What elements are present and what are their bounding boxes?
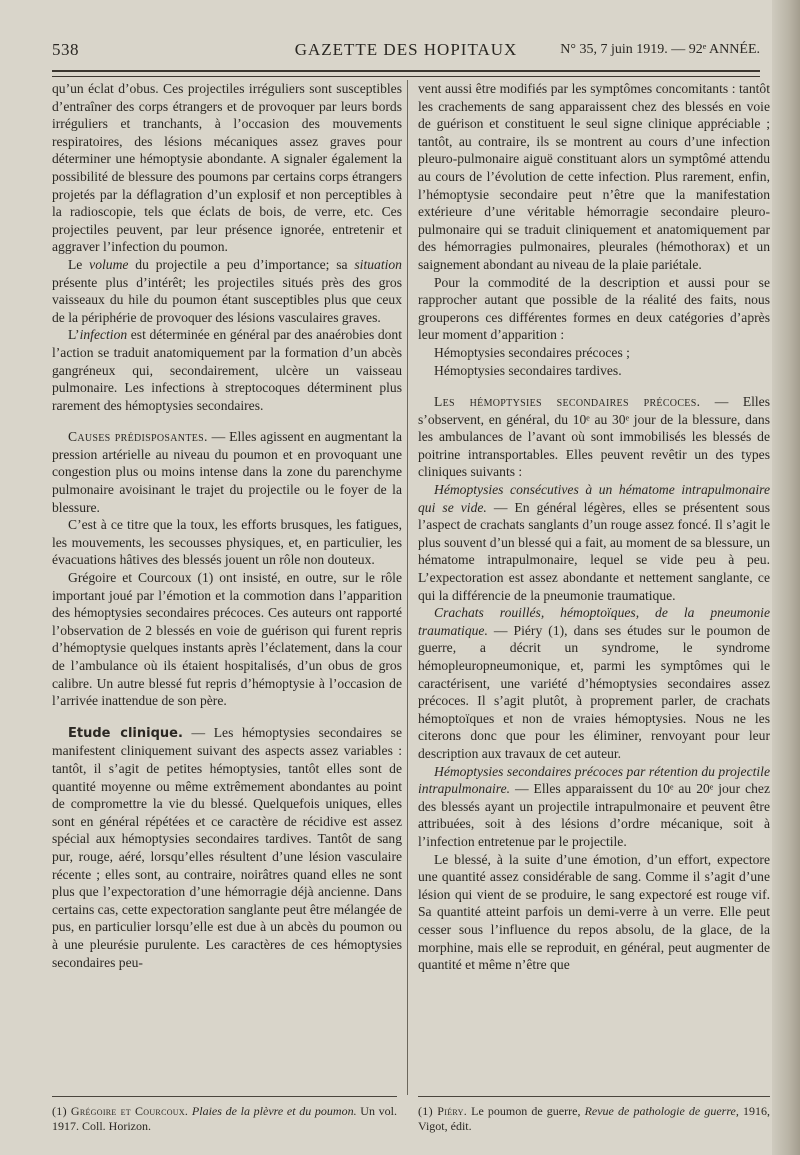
paragraph-gap xyxy=(52,414,402,428)
text-run: est déterminée en général par des anaérobies dont l’action se traduit anatomiquement par la formation d’un abcès gangréneux qui, secondairement, ulcère un vaisseau pulmonaire. Les infections à streptocoques déterminent plus rarement des hémoptysies secondaires. xyxy=(52,327,402,413)
list-item-tardives: Hémoptysies secondaires tardives. xyxy=(434,362,622,378)
text-run: — Les hémoptysies secondaires se manifestent cliniquement suivant des aspects assez variables : tantôt, il s’agit de petites hémoptysies, tantôt elles sont de quantité moyenne ou même extrêmement abondantes au point de compromettre la vie du blessé. Quelquefois uniques, elles sont en général répétées et ce caractère de récidive est assez spécial aux hémoptysies secondaires tardives. Tantôt de sang pur, rouge, aéré, lorsqu’elles résultent d’une lésion vasculaire récente ; elles sont, au contraire, noirâtres quand elles ne sont plus que l’expectoration d’une hémorragie déjà ancienne. Dans certains cas, cette expectoration sanglante peut être mélangée de pus, en particulier lorsqu’elle est due à un abcès du poumon ou à une pleurésie purulente. Les caractères de ces hémoptysies secondaires peu- xyxy=(52,724,402,970)
footnote-rule-right xyxy=(418,1096,770,1097)
section-heading-precoces: Les hémoptysies secondaires précoces. xyxy=(434,394,701,410)
column-divider xyxy=(407,80,408,1095)
right-paragraph-1: vent aussi être modifiés par les symptômes concomitants : tantôt les crachements de sang apparaissent chez des blessés en voie de guérison et constituent le seul signe clinique appréciable ; tantôt, au contraire, ils se montrent au cours d’une infection pleuro-pulmonaire aiguë constituant alors un symptômé attendu au cours de l’évolution de cette infection. Plus rarement, enfin, l’hémoptysie secondaire peut n’être que la manifestation extérieure d’une véritable hémorragie secondaire pleuro-pulmonaire qui se traduit cliniquement et anatomiquement par des hémorragies pulmonaires, pleurales (hémothorax) et un saignement abondant au niveau de la plaie pariétale. xyxy=(418,81,770,272)
paragraph-gap xyxy=(418,379,770,393)
left-paragraph-5: C’est à ce titre que la toux, les efforts brusques, les fatigues, les mouvements, les secousses physiques, et, en particulier, les évacuations hâtives des blessés jouent un rôle non douteux. xyxy=(52,517,402,568)
left-paragraph-2 xyxy=(52,256,402,326)
footnote-title: Plaies de la plèvre et du poumon. xyxy=(188,1104,357,1118)
subheading-retention: Hémoptysies secondaires précoces par rétention du projectile intrapulmonaire. xyxy=(418,763,770,797)
footnote-author: (1) Piéry. xyxy=(418,1104,468,1118)
right-paragraph-7: Le blessé, à la suite d’une émotion, d’un effort, expectore une quantité assez considérable de sang. Comme il s’agit d’une lésion qui vient de se produire, le sang expectoré est rouge vif. Sa quantité atteint parfois un demi-verre à un verre. Elle peut cesser sous l’influence du repos absolu, de la glace, de la morphine, mais elle se reproduit, en général, peut augmenter de quantité et même n’être que xyxy=(418,851,770,973)
issue-info: N° 35, 7 juin 1919. — 92ᵉ ANNÉE. xyxy=(560,42,760,57)
footnote-left xyxy=(52,1104,397,1134)
right-paragraph-crachats xyxy=(418,604,770,762)
footnote-title: Le poumon de guerre, xyxy=(467,1104,585,1118)
italic-term-volume: volume xyxy=(89,256,129,272)
right-paragraph-precoces xyxy=(418,393,770,481)
text-run: — Elles apparaissent du 10ᵉ au 20ᵉ jour chez des blessés ayant un projectile intrapulmonaire et peuvent être attribuées, soit à des lésions d’ordre mécanique, soit à l’infection entretenue par le projectile. xyxy=(418,781,770,849)
footnote-right xyxy=(418,1104,770,1134)
right-column xyxy=(418,80,770,974)
header-rule xyxy=(52,70,760,77)
italic-term-situation: situation xyxy=(354,256,402,272)
text-run: — Piéry (1), dans ses études sur le poumon de guerre, a décrit un syndrome, le syndrome hémopleuropneumonique, et, parmi les symptômes qui le caractérisent, une variété d’hémoptysies secondaires assez précoces. Il s’agit plutôt, à proprement parler, de crachats hémoptoïques et non de vraies hémoptysies. Nous ne les citerons donc que pour les éliminer, renvoyant pour leur description aux travaux de cet auteur. xyxy=(418,622,770,761)
text-run: L’ xyxy=(68,327,80,343)
page-edge-shadow xyxy=(772,0,800,1155)
text-run: — Elles s’observent, en général, du 10ᵉ au 30ᵉ jour de la blessure, dans les ambulances de l’avant où sont immobilisés les blessés de poitrine intransportables. Elles peuvent revêtir un des types cliniques suivants : xyxy=(418,394,770,480)
left-paragraph-1: qu’un éclat d’obus. Ces projectiles irréguliers sont susceptibles d’entraîner des corps étrangers et de provoquer par leurs bords irréguliers et tranchants, à l’occasion des mouvements respiratoires, des lésions mécaniques assez graves pour déterminer une hémoptysie abondante. A signaler également la possibilité de blessure des poumons par certains corps étrangers projetés par la déflagration d’un explosif et non perceptibles à la radioscopie, tels que éclats de bois, de verre, etc. Ces projectiles peuvent, par leur présence ignorée, entretenir et aggraver l’infection du poumon. xyxy=(52,81,402,255)
left-paragraph-6: Grégoire et Courcoux (1) ont insisté, en outre, sur le rôle important joué par l’émotion et la commotion dans l’apparition des hémoptysies secondaires précoces. Ces auteurs ont rapporté l’observation de 2 blessés en voie de guérison qui furent repris d’hémoptysie quelques instants après l’éclatement, dans la cour de l’ambulance où ils étaient hospitalisés, d’un obus de gros calibre. Un autre blessé fut repris d’hémoptysie à l’occasion de l’arrivée inattendue de son père. xyxy=(52,570,402,709)
footnote-author: (1) Grégoire et Courcoux. xyxy=(52,1104,189,1118)
subheading-crachats: Crachats rouillés, hémoptoïques, de la pneumonie traumatique. xyxy=(418,605,770,638)
right-paragraph-hematome xyxy=(418,481,770,604)
text-run: — En général légères, elles se présentent sous l’aspect de crachats sanglants d’un rouge assez foncé. Il s’agit le plus souvent d’un blessé qui a fait, au moment de sa blessure, un hématome intrapulmonaire, lequel se vide peu à peu. L’expectoration est assez abondante et nettement sanglante, ce qui la différencie de la pneumonie traumatique. xyxy=(418,499,771,603)
left-paragraph-causes xyxy=(52,428,402,516)
text-run: Le xyxy=(68,256,90,272)
list-item-precoces: Hémoptysies secondaires précoces ; xyxy=(434,344,630,360)
footnote-details: 1916, Vigot, édit. xyxy=(418,1104,771,1133)
right-paragraph-2: Pour la commodité de la description et aussi pour se rapprocher autant que possible de la réalité des faits, nous grouperons ces différentes formes en deux catégories d’après leur moment d’apparition : xyxy=(418,274,770,343)
text-run: — Elles agissent en augmentant la pression artérielle au niveau du poumon et en provoquant une congestion plus ou moins intense dans la zone du parenchyme pulmonaire avoisinant le trajet du projectile ou le foyer de la blessure. xyxy=(52,429,402,515)
left-paragraph-3 xyxy=(52,326,402,414)
italic-term-infection: infection xyxy=(79,327,128,343)
page-header xyxy=(52,40,760,66)
subheading-hematome: Hémoptysies consécutives à un hématome intrapulmonaire qui se vide. xyxy=(418,482,770,515)
footnote-journal: Revue de pathologie de guerre, xyxy=(584,1104,739,1118)
footnote-rule-left xyxy=(52,1096,397,1097)
footnote-details: Un vol. 1917. Coll. Horizon. xyxy=(52,1104,397,1133)
section-heading-etude-clinique: Etude clinique. xyxy=(68,725,183,741)
left-paragraph-clinique xyxy=(52,724,402,971)
text-run: du projectile a peu d’importance; sa xyxy=(128,256,355,272)
left-column xyxy=(52,80,402,971)
text-run: présente plus d’intérêt; les projectiles situés près des gros vaisseaux du hile du poumon étant susceptibles plus que ceux de la périphérie de provoquer des lésions vasculaires graves. xyxy=(52,274,402,325)
right-paragraph-retention xyxy=(418,763,770,851)
section-heading-causes: Causes prédisposantes. xyxy=(68,429,208,445)
page-number: 538 xyxy=(52,40,79,59)
journal-title: GAZETTE DES HOPITAUX xyxy=(294,40,518,59)
paragraph-gap xyxy=(52,710,402,724)
